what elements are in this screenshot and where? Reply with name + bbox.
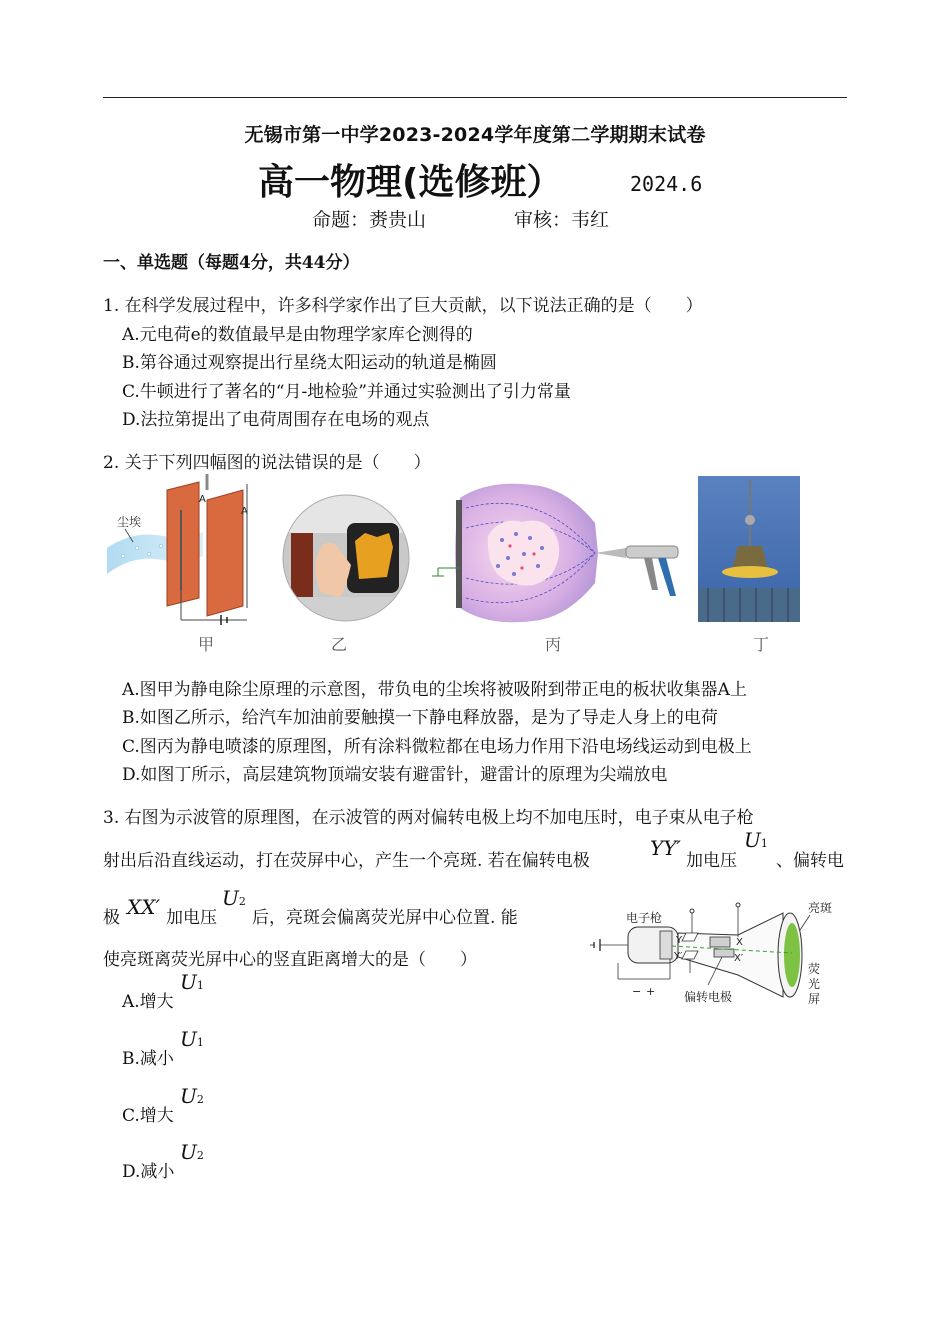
plate-a2-label: A xyxy=(241,506,248,517)
q3-sym-u2: U2 xyxy=(222,886,246,910)
diagram-plus: + xyxy=(646,985,656,998)
section-title: 一、单选题（每题4分，共44分） xyxy=(103,253,360,273)
q3-option-b-sym: U1 xyxy=(180,1027,204,1051)
figure-bing xyxy=(430,478,685,628)
header-rule xyxy=(103,97,847,98)
fig-label-ding: 丁 xyxy=(753,635,770,654)
q3-line2c: 、偏转电 xyxy=(776,851,844,871)
diagram-screen-2: 光 xyxy=(808,977,821,991)
q3-line3a: 极 xyxy=(103,908,120,928)
fig-label-yi: 乙 xyxy=(331,635,348,654)
oscilloscope-diagram xyxy=(588,893,838,1013)
q3-option-a-sym: U1 xyxy=(180,970,204,994)
q3-sym-yy: YY′ xyxy=(650,836,681,860)
figure-ding xyxy=(698,476,800,622)
reviewer-label: 审核：韦红 xyxy=(514,209,610,231)
q3-line1: 3. 右图为示波管的原理图，在示波管的两对偏转电极上均不加电压时，电子束从电子枪 xyxy=(103,808,754,828)
q3-line2b: 加电压 xyxy=(686,851,737,871)
fig-label-jia: 甲 xyxy=(198,635,215,654)
diagram-spot-label: 亮斑 xyxy=(808,901,833,915)
diagram-minus: − xyxy=(632,985,642,998)
diagram-y-label: Y xyxy=(676,935,683,946)
q1-stem: 1. 在科学发展过程中，许多科学家作出了巨大贡献，以下说法正确的是（ ） xyxy=(103,296,703,316)
author-label: 命题：赉贵山 xyxy=(312,209,427,231)
q3-option-d-sym: U2 xyxy=(180,1140,204,1164)
q1-option-d: D.法拉第提出了电荷周围存在电场的观点 xyxy=(122,410,430,430)
q3-line4: 使亮斑离荧光屏中心的竖直距离增大的是（ ） xyxy=(103,950,477,970)
q3-option-d: D.减小 xyxy=(122,1162,175,1182)
q3-line3c: 后，亮斑会偏离荧光屏中心位置. 能 xyxy=(252,908,518,928)
diagram-screen-3: 屏 xyxy=(808,992,821,1006)
q3-option-c-sym: U2 xyxy=(180,1084,204,1108)
subject-title: 高一物理(选修班） xyxy=(258,162,563,203)
plate-a-label: A xyxy=(199,494,206,505)
q1-option-a: A.元电荷e的数值最早是由物理学家库仑测得的 xyxy=(122,325,473,345)
diagram-y2-label: Y′ xyxy=(674,951,683,962)
diagram-deflect-label: 偏转电极 xyxy=(684,990,733,1004)
q2-stem: 2. 关于下列四幅图的说法错误的是（ ） xyxy=(103,453,431,473)
diagram-x-label: X xyxy=(736,937,743,948)
q3-sym-xx: XX′ xyxy=(127,895,161,919)
q3-sym-u1: U1 xyxy=(744,828,768,852)
school-title: 无锡市第一中学2023-2024学年度第二学期期末试卷 xyxy=(244,124,706,146)
fig-label-bing: 丙 xyxy=(545,635,562,654)
exam-date: 2024.6 xyxy=(630,172,703,196)
diagram-screen-1: 荧 xyxy=(808,962,821,976)
q2-option-a: A.图甲为静电除尘原理的示意图，带负电的尘埃将被吸附到带正电的板状收集器A上 xyxy=(122,680,747,700)
figure-jia xyxy=(103,470,263,630)
authors-line xyxy=(312,205,609,232)
q3-line2a: 射出后沿直线运动，打在荧屏中心，产生一个亮斑. 若在偏转电极 xyxy=(103,851,590,871)
q1-option-c: C.牛顿进行了著名的“月-地检验”并通过实验测出了引力常量 xyxy=(122,382,571,402)
q1-option-b: B.第谷通过观察提出行星绕太阳运动的轨道是椭圆 xyxy=(122,353,497,373)
q3-option-a: A.增大 xyxy=(122,992,174,1012)
diagram-gun-label: 电子枪 xyxy=(626,911,663,925)
q3-line3b: 加电压 xyxy=(166,908,217,928)
q2-option-c: C.图丙为静电喷漆的原理图，所有涂料微粒都在电场力作用下沿电场线运动到电极上 xyxy=(122,737,752,757)
q3-option-c: C.增大 xyxy=(122,1106,174,1126)
dust-label: 尘埃 xyxy=(117,515,142,529)
q2-option-b: B.如图乙所示，给汽车加油前要触摸一下静电释放器，是为了导走人身上的电荷 xyxy=(122,708,718,728)
figure-yi xyxy=(281,493,411,623)
q3-option-b: B.减小 xyxy=(122,1049,174,1069)
q2-option-d: D.如图丁所示，高层建筑物顶端安装有避雷针，避雷计的原理为尖端放电 xyxy=(122,765,668,785)
diagram-x2-label: X′ xyxy=(734,953,744,964)
